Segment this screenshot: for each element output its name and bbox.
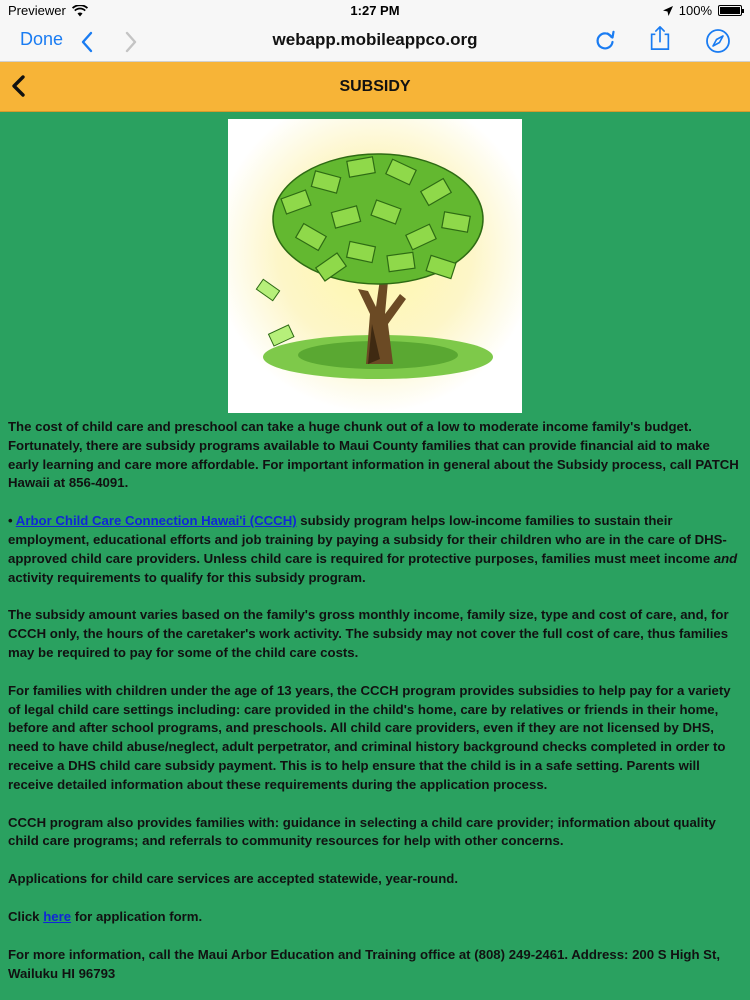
application-form-link[interactable]: here	[43, 908, 72, 924]
ccch-link[interactable]: Arbor Child Care Connection Hawai'i (CCCH)	[15, 513, 297, 529]
application-paragraph	[8, 908, 742, 927]
services-paragraph: CCCH program also provides families with: guidance in selecting a child care provider; information about quality child care programs; and referrals to community resources for help with other concerns.	[8, 814, 716, 849]
location-arrow-icon	[663, 6, 673, 16]
ccch-paragraph	[8, 512, 742, 587]
battery-percent: 100%	[678, 3, 712, 18]
battery-fill	[720, 7, 740, 14]
ccch-text-1: subsidy program helps low-income families to sustain their employment, educational efforts and job training by paying a subsidy for their children who are in the care of DHS-approved child care providers. Unless child care is required for protective purposes, families must meet income	[8, 513, 727, 566]
browser-toolbar	[0, 22, 750, 62]
statewide-paragraph: Applications for child care services are accepted statewide, year-round.	[8, 871, 459, 887]
done-button[interactable]: Done	[20, 29, 64, 49]
carrier-label: Previewer	[8, 3, 66, 18]
bullet: •	[8, 513, 16, 529]
money-tree-illustration	[228, 119, 522, 413]
share-icon[interactable]	[647, 25, 673, 51]
address-bar[interactable]: webapp.mobileappco.org	[272, 30, 478, 49]
under13-paragraph: For families with children under the age of 13 years, the CCCH program provides subsidies to help pay for a variety of legal child care settings including: care provided in the child's home, care by relatives or friends in their home, before and after school programs, and preschools. All child care providers, even if they are not licensed by DHS, need to have child abuse/neglect, adult perpetrator, and criminal history background checks completed in order to receive a DHS child care subsidy payment. This is to help ensure that the child is in a safe setting. Parents will receive detailed information about these requirements during the application process.	[8, 682, 731, 792]
contact-paragraph: For more information, call the Maui Arbor Education and Training office at (808) 249-2461. Address: 200 S High St, Wailuku HI 96793	[8, 946, 721, 981]
click-post: for application form.	[71, 908, 203, 924]
battery-icon	[718, 5, 742, 16]
content-area[interactable]	[0, 112, 750, 1000]
money-tree-image	[228, 119, 522, 413]
status-right	[663, 3, 742, 18]
click-pre: Click	[8, 908, 44, 924]
ccch-text-2: activity requirements to qualify for this subsidy program.	[8, 569, 366, 585]
status-bar	[0, 0, 750, 22]
page-title: SUBSIDY	[339, 78, 411, 95]
reload-icon[interactable]	[592, 28, 618, 54]
ccch-emphasis-and: and	[713, 550, 738, 566]
app-header	[0, 62, 750, 112]
compass-icon[interactable]	[705, 28, 731, 54]
amount-paragraph: The subsidy amount varies based on the family's gross monthly income, family size, type and cost of care, and, for CCCH only, the hours of the caretaker's work activity. The subsidy may not cover the full cost of care, thus families may be required to pay for some of the child care costs.	[8, 607, 729, 660]
status-time: 1:27 PM	[350, 3, 400, 18]
intro-paragraph: The cost of child care and preschool can take a huge chunk out of a low to moderate income family's budget. Fortunately, there are subsidy programs available to Maui County families that can provide financial aid to make early learning and care more affordable. For important information in general about the Subsidy process, call PATCH Hawaii at 856-4091.	[8, 419, 739, 491]
